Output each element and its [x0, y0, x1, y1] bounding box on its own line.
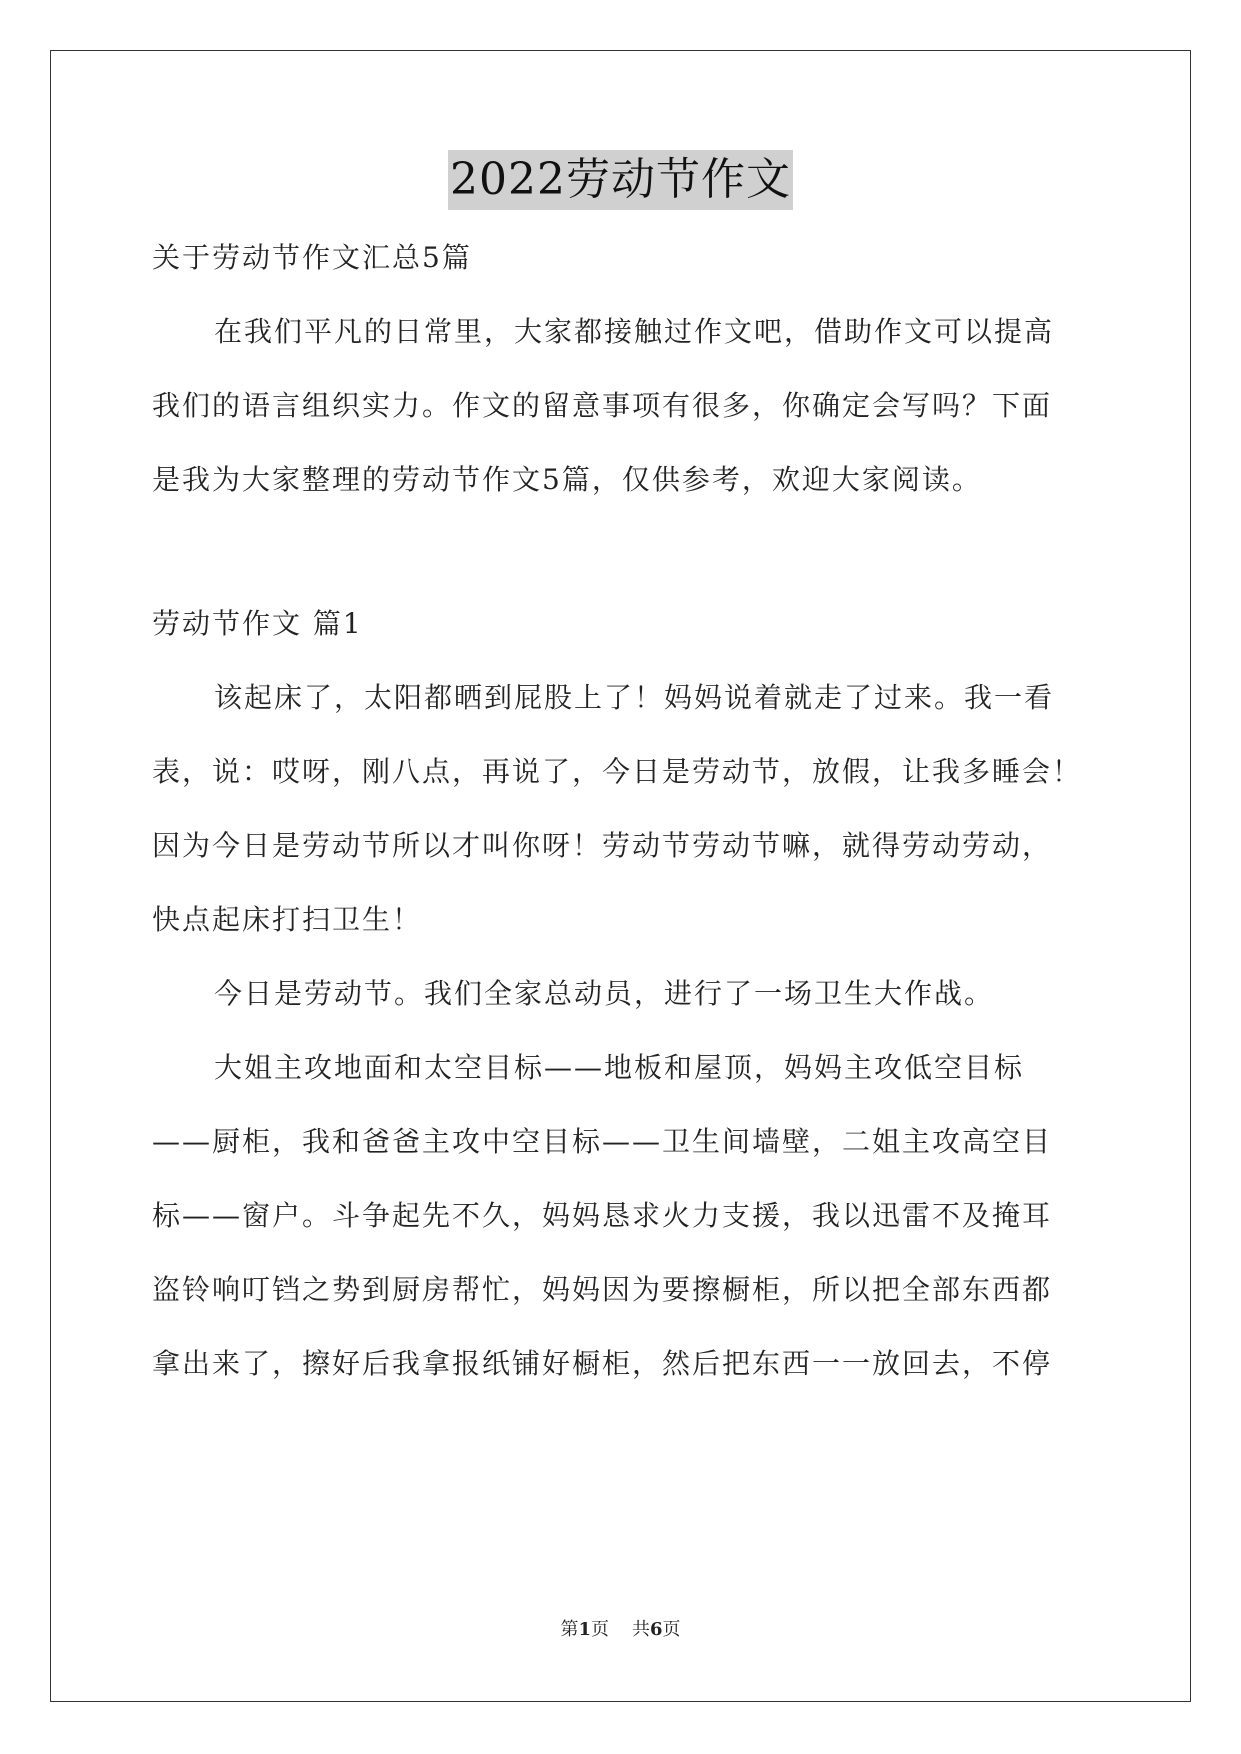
body-line: 该起床了，太阳都晒到屁股上了！妈妈说着就走了过来。我一看 [214, 681, 1055, 714]
footer-total-prefix: 共 [631, 1619, 650, 1640]
footer-total-pages: 6 [649, 1619, 663, 1640]
footer-page-number: 1 [578, 1619, 592, 1640]
document-subtitle: 关于劳动节作文汇总5篇 [152, 241, 472, 274]
intro-line: 是我为大家整理的劳动节作文5篇，仅供参考，欢迎大家阅读。 [152, 463, 982, 496]
document-title: 2022劳动节作文 [448, 150, 793, 210]
intro-line: 在我们平凡的日常里，大家都接触过作文吧，借助作文可以提高 [214, 315, 1055, 348]
body-line: 拿出来了，擦好后我拿报纸铺好橱柜，然后把东西一一放回去，不停 [152, 1347, 1053, 1380]
footer-total-label: 页 [662, 1619, 681, 1640]
body-line: 因为今日是劳动节所以才叫你呀！劳动节劳动节嘛，就得劳动劳动， [152, 829, 1053, 862]
intro-line: 我们的语言组织实力。作文的留意事项有很多，你确定会写吗？下面 [152, 389, 1053, 422]
footer-page-label: 页 [591, 1619, 610, 1640]
page-footer [0, 1618, 1241, 1642]
section-heading: 劳动节作文 篇1 [152, 607, 363, 640]
body-line: 标——窗户。斗争起先不久，妈妈恳求火力支援，我以迅雷不及掩耳 [152, 1199, 1053, 1232]
title-container [0, 150, 1241, 210]
body-line: ——厨柜，我和爸爸主攻中空目标——卫生间墙壁，二姐主攻高空目 [152, 1125, 1053, 1158]
body-line: 大姐主攻地面和太空目标——地板和屋顶，妈妈主攻低空目标 [214, 1051, 1025, 1084]
body-line: 今日是劳动节。我们全家总动员，进行了一场卫生大作战。 [214, 977, 995, 1010]
footer-prefix: 第 [560, 1619, 579, 1640]
body-line: 表，说：哎呀，刚八点，再说了，今日是劳动节，放假，让我多睡会！ [152, 755, 1083, 788]
page-border [50, 50, 1191, 1702]
body-line: 盗铃响叮铛之势到厨房帮忙，妈妈因为要擦橱柜，所以把全部东西都 [152, 1273, 1053, 1306]
body-line: 快点起床打扫卫生！ [152, 903, 423, 936]
